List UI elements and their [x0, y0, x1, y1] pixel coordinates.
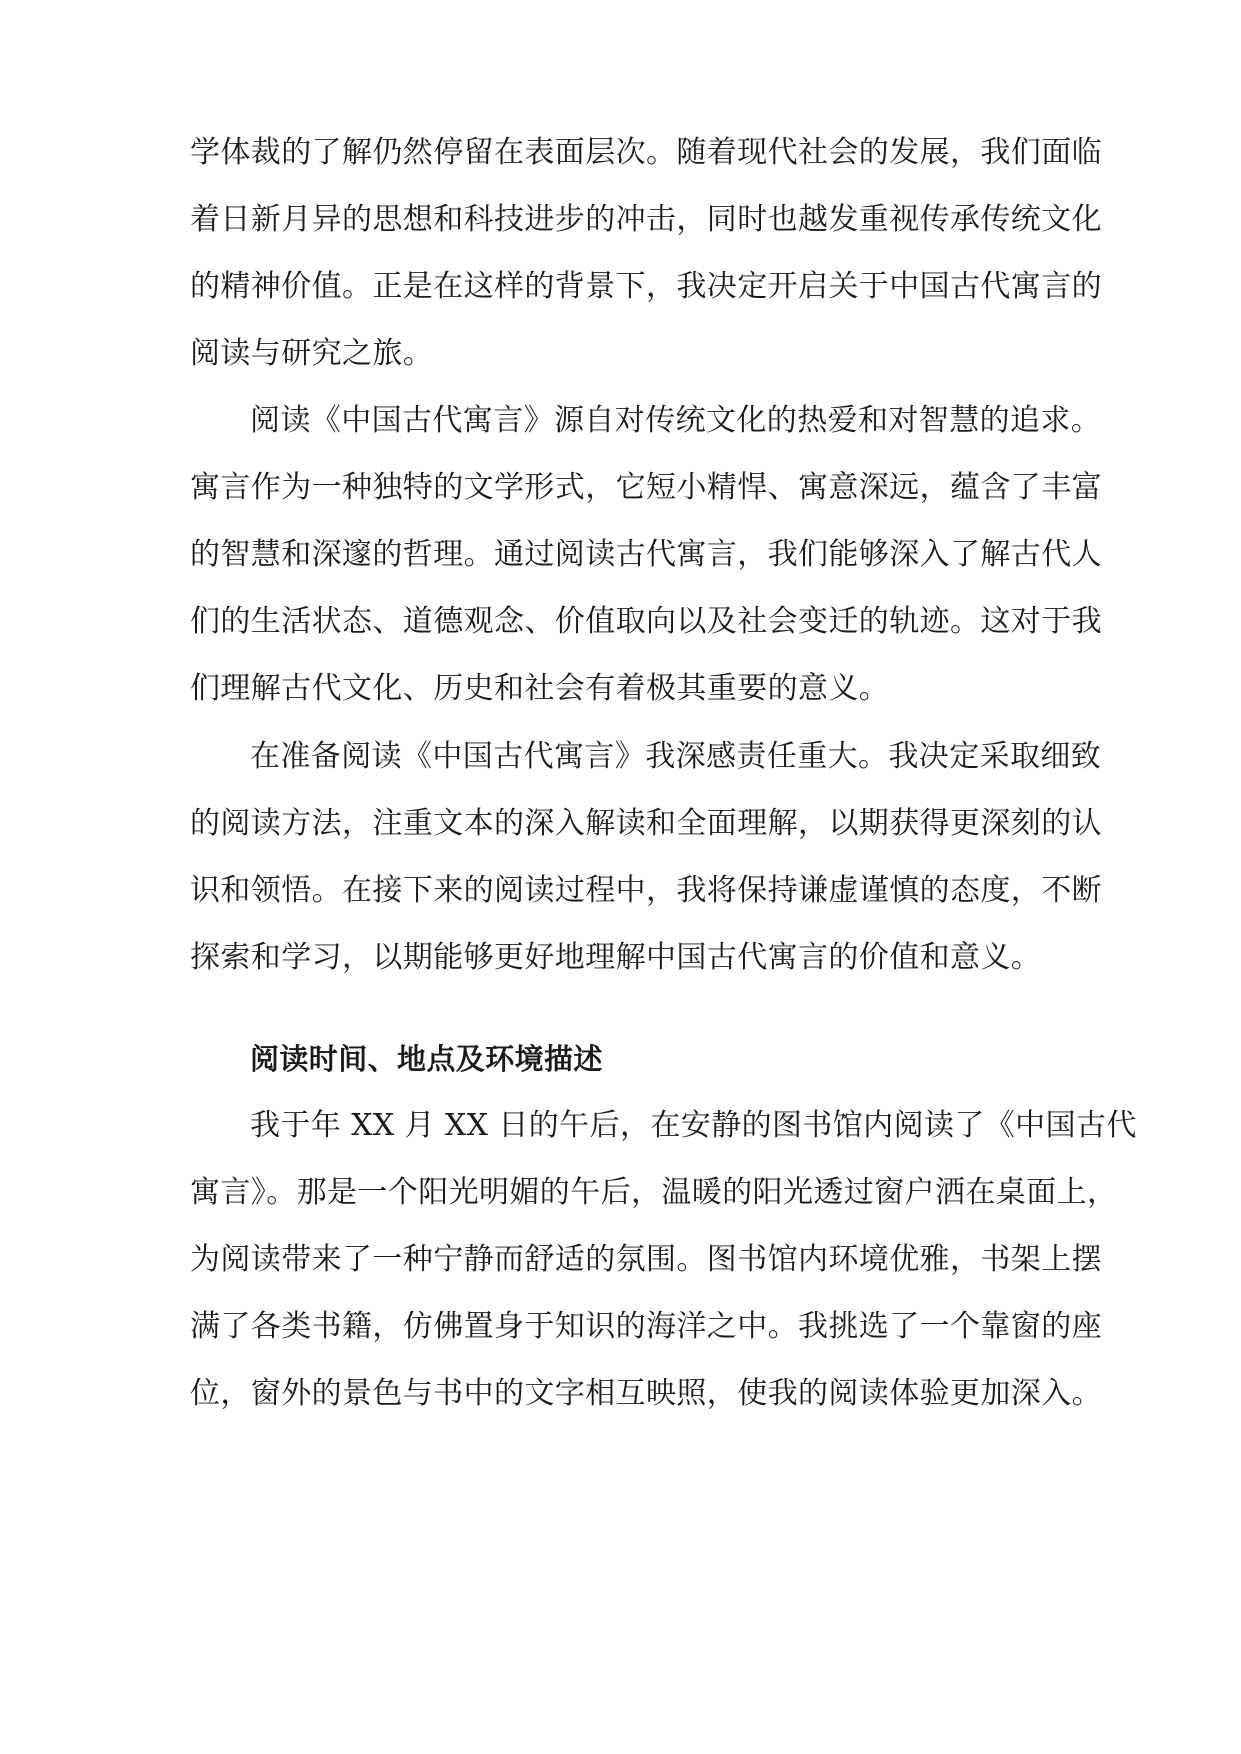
- paragraph-line: 着日新月异的思想和科技进步的冲击，同时也越发重视传承传统文化: [190, 202, 1102, 237]
- paragraph-line: 为阅读带来了一种宁静而舒适的氛围。图书馆内环境优雅，书架上摆: [190, 1242, 1102, 1277]
- paragraph-line: 寓言作为一种独特的文学形式，它短小精悍、寓意深远，蕴含了丰富: [190, 470, 1102, 505]
- paragraph-line: 识和领悟。在接下来的阅读过程中，我将保持谦虚谨慎的态度，不断: [190, 873, 1102, 908]
- paragraph-first-line: 在准备阅读《中国古代寓言》我深感责任重大。我决定采取细致: [250, 739, 1102, 774]
- paragraph-line: 的智慧和深邃的哲理。通过阅读古代寓言，我们能够深入了解古代人: [190, 537, 1102, 572]
- paragraph-line: 的阅读方法，注重文本的深入解读和全面理解，以期获得更深刻的认: [190, 806, 1102, 841]
- paragraph-line: 寓言》。那是一个阳光明媚的午后，温暖的阳光透过窗户洒在桌面上，: [190, 1175, 1118, 1210]
- paragraph-line: 们的生活状态、道德观念、价值取向以及社会变迁的轨迹。这对于我: [190, 604, 1102, 639]
- paragraph-line: 阅读与研究之旅。: [190, 336, 434, 371]
- paragraph-first-line: 阅读《中国古代寓言》源自对传统文化的热爱和对智慧的追求。: [250, 403, 1102, 438]
- paragraph-line: 位，窗外的景色与书中的文字相互映照，使我的阅读体验更加深入。: [190, 1376, 1102, 1411]
- paragraph-first-line: 我于年 XX 月 XX 日的午后，在安静的图书馆内阅读了《中国古代: [250, 1108, 1137, 1143]
- paragraph-line: 满了各类书籍，仿佛置身于知识的海洋之中。我挑选了一个靠窗的座: [190, 1309, 1102, 1344]
- paragraph-line: 学体裁的了解仍然停留在表面层次。随着现代社会的发展，我们面临: [190, 135, 1102, 170]
- paragraph-line: 的精神价值。正是在这样的背景下，我决定开启关于中国古代寓言的: [190, 269, 1102, 304]
- paragraph-line: 们理解古代文化、历史和社会有着极其重要的意义。: [190, 671, 890, 706]
- paragraph-line: 探索和学习，以期能够更好地理解中国古代寓言的价值和意义。: [190, 940, 1042, 975]
- section-heading: 阅读时间、地点及环境描述: [250, 1042, 603, 1076]
